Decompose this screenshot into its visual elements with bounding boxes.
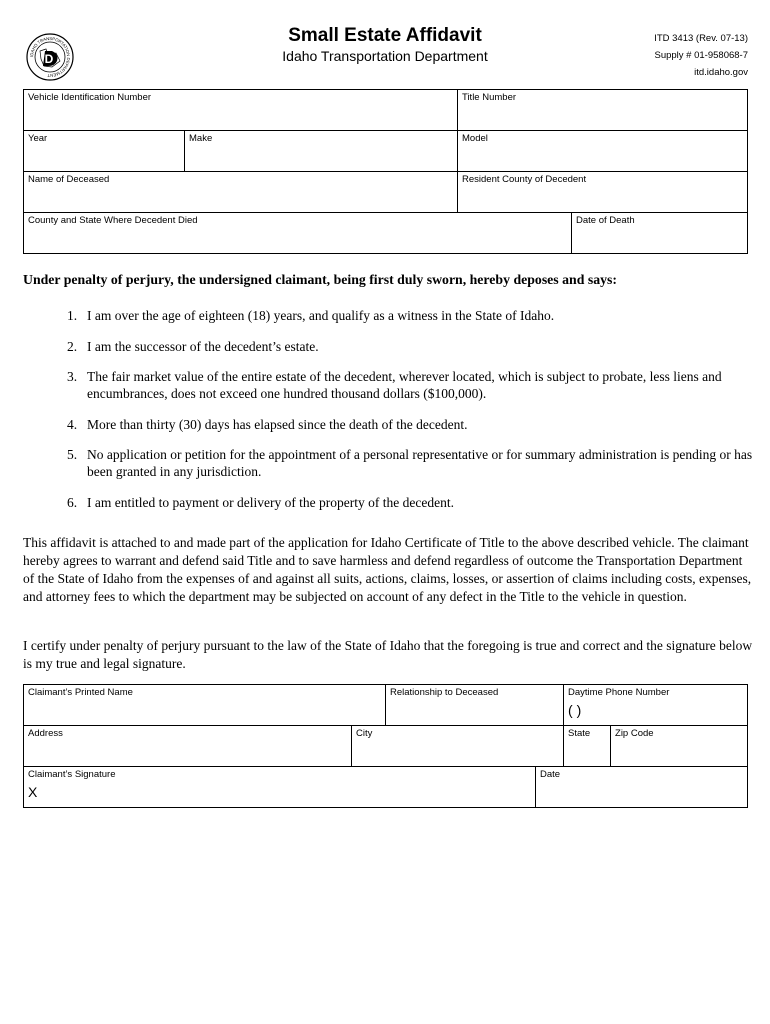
printed-name-field[interactable] <box>24 685 386 726</box>
logo-ring-text: IDAHO TRANSPORTATION DEPARTMENT <box>28 35 72 79</box>
item-number: 1. <box>67 308 78 323</box>
form-subtitle: Idaho Transportation Department <box>282 48 488 64</box>
deceased-name-label: Name of Deceased <box>28 174 110 185</box>
relationship-label: Relationship to Deceased <box>390 687 499 698</box>
date-of-death-field[interactable] <box>572 213 748 254</box>
supply-number: Supply # 01-958068-7 <box>654 50 748 61</box>
signature-x-mark: X <box>28 784 38 800</box>
county-state-died-field[interactable] <box>24 213 572 254</box>
item-number: 3. <box>67 369 78 384</box>
list-item <box>67 307 757 324</box>
phone-field[interactable] <box>564 685 748 726</box>
claimant-info-table <box>23 684 748 808</box>
item-text: No application or petition for the appointment of a personal representative or for summary administration is pending or has been granted in any jurisdiction. <box>87 447 753 479</box>
vin-field[interactable] <box>24 90 458 131</box>
resident-county-label: Resident County of Decedent <box>462 174 587 185</box>
phone-area-code-parens: ( ) <box>568 702 582 718</box>
date-label: Date <box>540 769 561 780</box>
year-label: Year <box>28 133 48 144</box>
item-text: I am the successor of the decedent’s estate. <box>87 338 319 354</box>
list-item <box>67 494 757 511</box>
county-state-died-label: County and State Where Decedent Died <box>28 215 198 226</box>
vin-label: Vehicle Identification Number <box>28 92 152 103</box>
declaration-list <box>67 307 757 524</box>
affidavit-paragraph: This affidavit is attached to and made part of the application for Idaho Certificate of Title to the above described vehicle. The claimant hereby agrees to warrant and defend said Title and to save harmless and defend regardless of outcome the Transportation Department of the State of Idaho from the expenses of and against all suits, actions, claims, losses, or assertion of claims including costs, expenses, and attorney fees to which the department may be subjected on account of any defect in the Title to the vehicle in question. <box>23 535 752 604</box>
make-label: Make <box>189 133 213 144</box>
relationship-field[interactable] <box>386 685 564 726</box>
website: itd.idaho.gov <box>694 67 748 78</box>
logo-letter: D <box>44 52 54 66</box>
vehicle-info-table <box>23 89 748 254</box>
state-field[interactable] <box>564 726 611 767</box>
city-field[interactable] <box>352 726 564 767</box>
signature-label: Claimant’s Signature <box>28 769 116 780</box>
item-number: 4. <box>67 416 78 432</box>
date-of-death-label: Date of Death <box>576 215 635 226</box>
signature-field[interactable] <box>24 767 536 808</box>
item-text: I am entitled to payment or delivery of the property of the decedent. <box>87 494 454 510</box>
item-number: 5. <box>67 447 78 462</box>
form-number: ITD 3413 (Rev. 07-13) <box>654 33 748 44</box>
address-field[interactable] <box>24 726 352 767</box>
item-number: 2. <box>67 338 78 354</box>
list-item <box>67 338 757 355</box>
address-label: Address <box>28 728 63 739</box>
deceased-name-field[interactable] <box>24 172 458 213</box>
item-number: 6. <box>67 494 78 510</box>
list-item <box>67 416 757 433</box>
item-text: More than thirty (30) days has elapsed since the death of the decedent. <box>87 416 468 432</box>
item-text: I am over the age of eighteen (18) years, and qualify as a witness in the State of Idaho. <box>87 308 555 323</box>
date-field[interactable] <box>536 767 748 808</box>
model-field[interactable] <box>458 131 748 172</box>
printed-name-label: Claimant’s Printed Name <box>28 687 133 698</box>
year-field[interactable] <box>24 131 185 172</box>
title-number-field[interactable] <box>458 90 748 131</box>
certification-paragraph: I certify under penalty of perjury pursuant to the law of the State of Idaho that the foregoing is true and correct and the signature below is my true and legal signature. <box>23 638 753 671</box>
model-label: Model <box>462 133 488 144</box>
phone-label: Daytime Phone Number <box>568 687 670 698</box>
sworn-statement-heading: Under penalty of perjury, the undersigned claimant, being first duly sworn, hereby deposes and says: <box>23 272 617 287</box>
resident-county-field[interactable] <box>458 172 748 213</box>
list-item <box>67 368 757 402</box>
zip-label: Zip Code <box>615 728 654 739</box>
title-number-label: Title Number <box>462 92 517 103</box>
zip-field[interactable] <box>611 726 748 767</box>
list-item <box>67 446 757 480</box>
state-label: State <box>568 728 591 739</box>
item-text: The fair market value of the entire estate of the decedent, wherever located, which is subject to probate, less liens and encumbrances, does not exceed one hundred thousand dollars ($100,000). <box>87 369 722 401</box>
make-field[interactable] <box>185 131 458 172</box>
form-title: Small Estate Affidavit <box>288 25 482 46</box>
city-label: City <box>356 728 373 739</box>
